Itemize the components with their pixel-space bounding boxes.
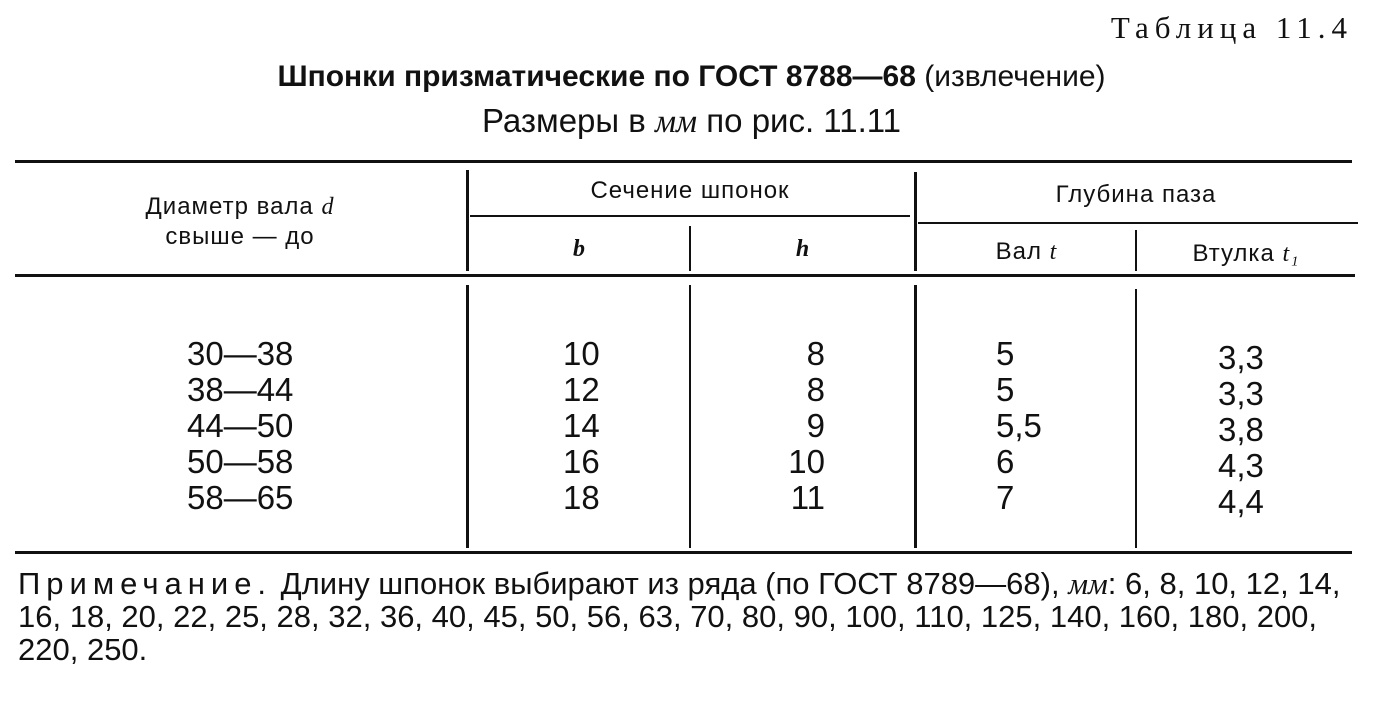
cell-b: 14 — [563, 407, 600, 444]
table-title-suffix: (извлечение) — [924, 60, 1106, 93]
header-diameter — [20, 192, 460, 252]
cell-t: 5 — [996, 371, 1015, 408]
header-hub: Втулка t₁ — [1192, 240, 1300, 267]
cell-t1: 4,3 — [1218, 447, 1264, 484]
table-number: Таблица 11.4 — [1110, 10, 1353, 45]
cell-b: 12 — [563, 371, 600, 408]
cell-t: 5,5 — [996, 407, 1042, 444]
header-shaft: Вал t — [995, 238, 1058, 265]
column-b — [563, 336, 623, 516]
cell-b: 18 — [563, 479, 600, 516]
header-bottom-rule — [15, 274, 1355, 277]
column-h — [770, 336, 825, 516]
header-hub-symbol: t₁ — [1282, 241, 1300, 267]
divider-diameter-section-body — [466, 285, 469, 548]
cell-h: 9 — [806, 407, 825, 444]
table-bottom-rule — [15, 551, 1352, 554]
divider-b-h — [689, 226, 691, 271]
table-title — [0, 60, 1383, 94]
header-diameter-symbol: d — [321, 194, 335, 220]
cell-h: 8 — [806, 371, 825, 408]
cell-t1: 3,3 — [1218, 339, 1264, 376]
cell-b: 16 — [563, 443, 600, 480]
divider-shaft-hub — [1135, 230, 1137, 271]
header-shaft-symbol: t — [1049, 239, 1058, 265]
header-section: Сечение шпонок — [590, 177, 790, 204]
note-unit: мм — [1068, 566, 1108, 601]
cell-t: 7 — [996, 479, 1015, 516]
subtitle-unit: мм — [655, 104, 698, 140]
divider-diameter-section — [466, 170, 469, 271]
cell-t: 5 — [996, 335, 1015, 372]
table-subtitle — [0, 102, 1383, 141]
depth-subheader-rule — [918, 222, 1358, 224]
table-top-rule — [15, 160, 1352, 163]
cell-diameter: 50—58 — [187, 443, 294, 480]
table-title-main: Шпонки призматические по ГОСТ 8788—68 — [277, 60, 916, 93]
subtitle-suffix: по рис. 11.11 — [706, 102, 901, 139]
table-note — [18, 567, 1358, 666]
divider-shaft-hub-body — [1135, 289, 1137, 548]
cell-t1: 4,4 — [1218, 483, 1264, 520]
cell-diameter: 38—44 — [187, 371, 294, 408]
cell-t1: 3,3 — [1218, 375, 1264, 412]
column-diameter — [187, 336, 337, 516]
cell-h: 10 — [788, 443, 825, 480]
note-text-1: Длину шпонок выбирают из ряда (по ГОСТ 8789—68), — [280, 566, 1060, 601]
header-diameter-line1: Диаметр вала d — [145, 193, 335, 220]
column-t1 — [1218, 340, 1288, 520]
divider-b-h-body — [689, 285, 691, 548]
divider-section-depth-body — [914, 285, 917, 548]
header-b: b — [573, 236, 586, 262]
cell-diameter: 44—50 — [187, 407, 294, 444]
cell-diameter: 58—65 — [187, 479, 294, 516]
header-diameter-line2: свыше — до — [165, 223, 315, 250]
cell-b: 10 — [563, 335, 600, 372]
cell-h: 11 — [790, 479, 825, 516]
divider-section-depth — [914, 172, 917, 271]
subtitle-prefix: Размеры в — [481, 102, 646, 139]
column-t — [996, 336, 1076, 516]
note-label: Примечание. — [18, 566, 273, 601]
note-text-2: : 6, 8, 10, 12, 14, 16, 18, 20, 22, 25, 28, 32, 36, 40, 45, 50, 56, 63, 70, 80, 90, 100, 110, 125, 140, 160, 180, 200, 220, 250. — [18, 566, 1341, 667]
header-h: h — [795, 236, 811, 262]
cell-t: 6 — [996, 443, 1015, 480]
section-subheader-rule — [470, 215, 910, 217]
cell-t1: 3,8 — [1218, 411, 1264, 448]
header-depth: Глубина паза — [1055, 181, 1217, 208]
cell-h: 8 — [806, 335, 825, 372]
cell-diameter: 30—38 — [187, 335, 294, 372]
